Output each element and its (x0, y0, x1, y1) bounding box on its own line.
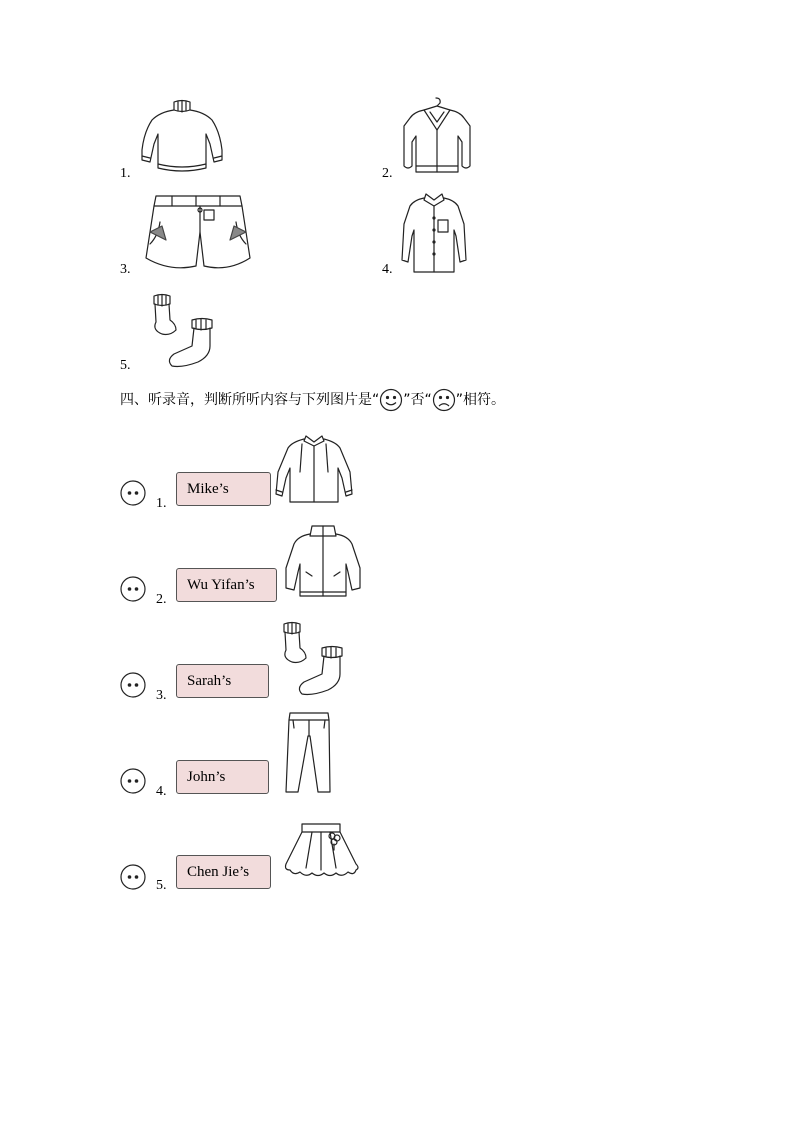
heading-mid: ”否“ (403, 392, 432, 408)
answer-face-icon[interactable] (120, 864, 146, 890)
item-number: 5. (156, 878, 167, 893)
heading-prefix: 四、听录音，判断所听内容与下列图片是“ (120, 392, 380, 408)
item-number: 2. (156, 592, 167, 607)
socks-icon (148, 292, 220, 370)
jacket-on-hanger-icon (400, 96, 474, 178)
skirt-icon (280, 820, 362, 880)
sweater-icon (138, 98, 226, 176)
name-label: Chen Jie’s (176, 855, 271, 889)
name-label: Wu Yifan’s (176, 568, 277, 602)
answer-face-icon[interactable] (120, 768, 146, 794)
shirt-icon (272, 432, 356, 504)
sad-face-icon (432, 388, 456, 412)
pants-icon (284, 710, 334, 796)
answer-face-icon[interactable] (120, 672, 146, 698)
item-number: 5. (120, 358, 131, 373)
answer-face-icon[interactable] (120, 576, 146, 602)
item-number: 4. (382, 262, 393, 277)
smiley-face-icon (379, 388, 403, 412)
item-number: 2. (382, 166, 393, 181)
item-number: 1. (156, 496, 167, 511)
shirt-icon (398, 190, 470, 276)
answer-face-icon[interactable] (120, 480, 146, 506)
item-number: 1. (120, 166, 131, 181)
section-heading (120, 388, 505, 412)
item-number: 3. (156, 688, 167, 703)
item-number: 3. (120, 262, 131, 277)
name-label: Mike’s (176, 472, 271, 506)
jacket-icon (282, 522, 364, 602)
name-label: Sarah’s (176, 664, 269, 698)
name-label: John’s (176, 760, 269, 794)
socks-icon (278, 620, 350, 698)
item-number: 4. (156, 784, 167, 799)
heading-suffix: ”相符。 (455, 392, 506, 408)
shorts-icon (142, 192, 254, 274)
